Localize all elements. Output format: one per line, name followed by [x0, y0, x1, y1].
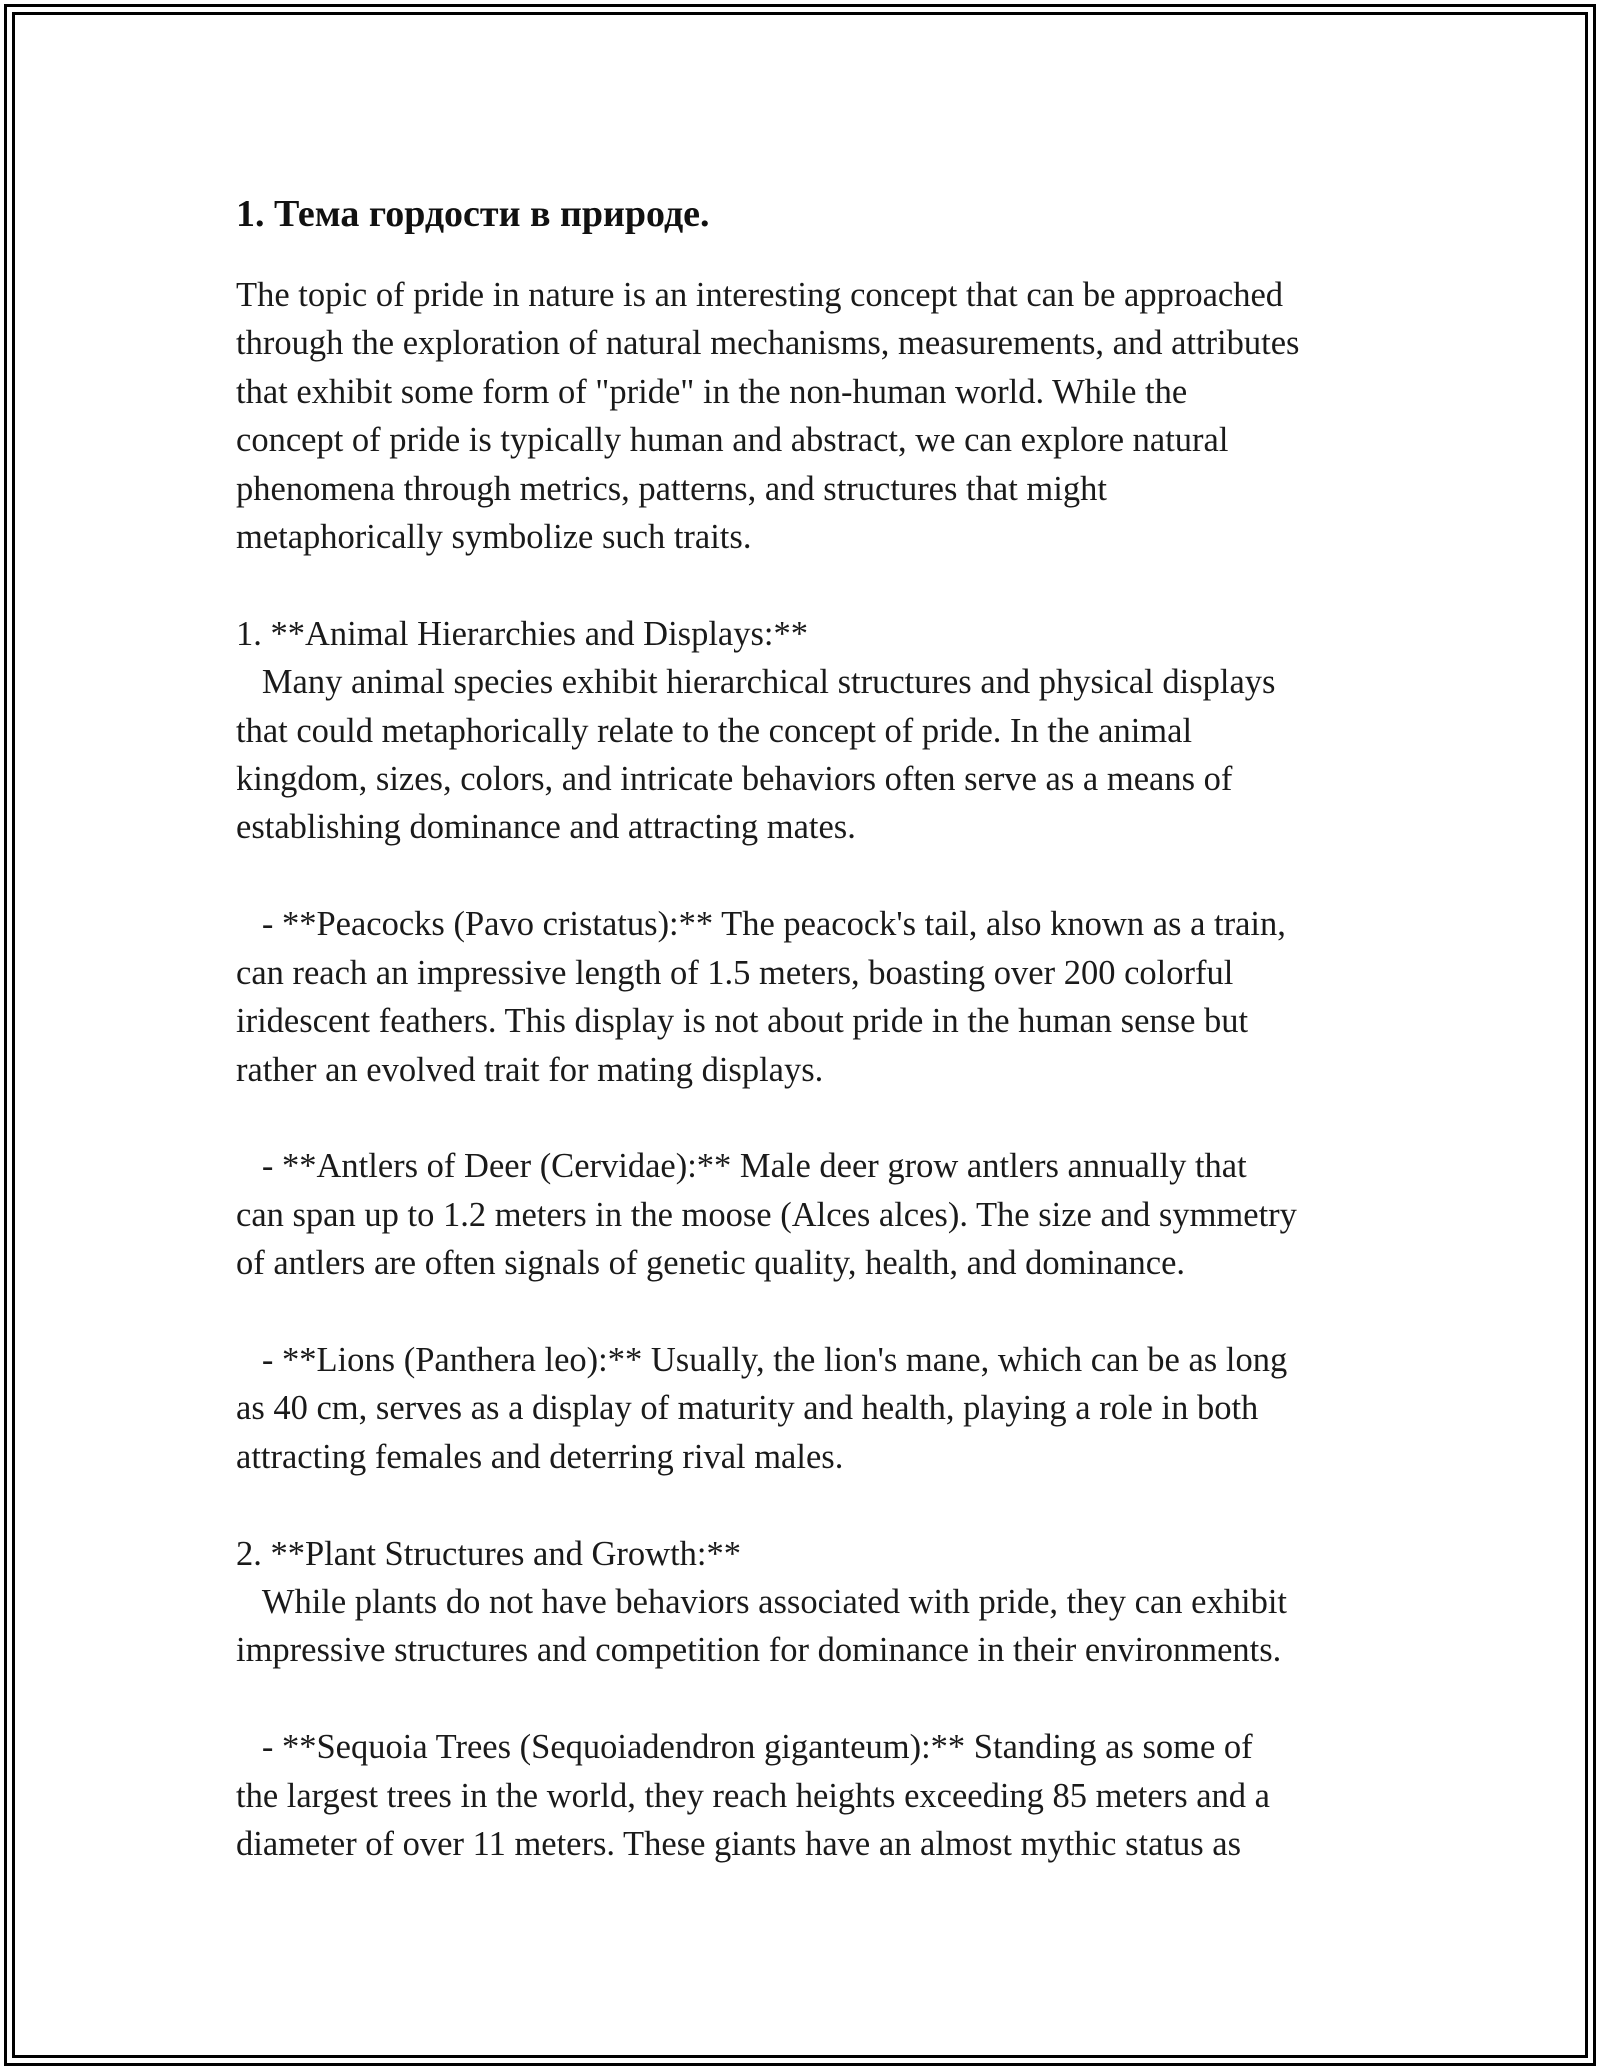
- text-line: Many animal species exhibit hierarchical structures and physical displays: [236, 663, 1276, 702]
- text-line: through the exploration of natural mechanisms, measurements, and attributes: [236, 324, 1300, 363]
- text-line: impressive structures and competition for dominance in their environments.: [236, 1631, 1282, 1670]
- blank-line: [236, 1481, 1376, 1529]
- text-line: that exhibit some form of "pride" in the non-human world. While the: [236, 372, 1188, 411]
- text-line: as 40 cm, serves as a display of maturity and health, playing a role in both: [236, 1389, 1259, 1428]
- text-line: establishing dominance and attracting mates.: [236, 808, 856, 847]
- text-line: diameter of over 11 meters. These giants have an almost mythic status as: [236, 1825, 1242, 1863]
- body-text: [236, 271, 1376, 1868]
- text-line: 1. **Animal Hierarchies and Displays:**: [236, 614, 808, 653]
- text-line: metaphorically symbolize such traits.: [236, 518, 752, 557]
- text-line: iridescent feathers. This display is not about pride in the human sense but: [236, 1002, 1249, 1041]
- blank-line: [236, 561, 1376, 609]
- text-line: The topic of pride in nature is an interesting concept that can be approached: [236, 276, 1284, 314]
- text-line: that could metaphorically relate to the concept of pride. In the animal: [236, 711, 1193, 750]
- text-line: 2. **Plant Structures and Growth:**: [236, 1534, 741, 1573]
- blank-line: [236, 852, 1376, 900]
- text-line: of antlers are often signals of genetic quality, health, and dominance.: [236, 1244, 1186, 1283]
- blank-line: [236, 1675, 1376, 1723]
- text-line: While plants do not have behaviors associated with pride, they can exhibit: [236, 1582, 1288, 1621]
- blank-line: [236, 1094, 1376, 1142]
- text-line: kingdom, sizes, colors, and intricate behaviors often serve as a means of: [236, 760, 1233, 799]
- text-line: attracting females and deterring rival males.: [236, 1437, 844, 1476]
- text-line: - **Sequoia Trees (Sequoiadendron giganteum):** Standing as some of: [236, 1728, 1253, 1767]
- document-body: [236, 183, 1376, 1868]
- text-line: - **Lions (Panthera leo):** Usually, the lion's mane, which can be as long: [236, 1340, 1288, 1379]
- blank-line: [236, 1288, 1376, 1336]
- text-line: can reach an impressive length of 1.5 meters, boasting over 200 colorful: [236, 953, 1234, 992]
- section-heading: 1. Тема гордости в природе.: [236, 193, 710, 235]
- text-line: concept of pride is typically human and abstract, we can explore natural: [236, 421, 1229, 460]
- text-line: rather an evolved trait for mating displays.: [236, 1050, 824, 1089]
- text-line: can span up to 1.2 meters in the moose (Alces alces). The size and symmetry: [236, 1195, 1297, 1234]
- text-line: the largest trees in the world, they reach heights exceeding 85 meters and a: [236, 1776, 1270, 1815]
- text-line: - **Antlers of Deer (Cervidae):** Male deer grow antlers annually that: [236, 1147, 1247, 1186]
- text-line: - **Peacocks (Pavo cristatus):** The peacock's tail, also known as a train,: [236, 905, 1286, 944]
- text-line: phenomena through metrics, patterns, and structures that might: [236, 469, 1107, 508]
